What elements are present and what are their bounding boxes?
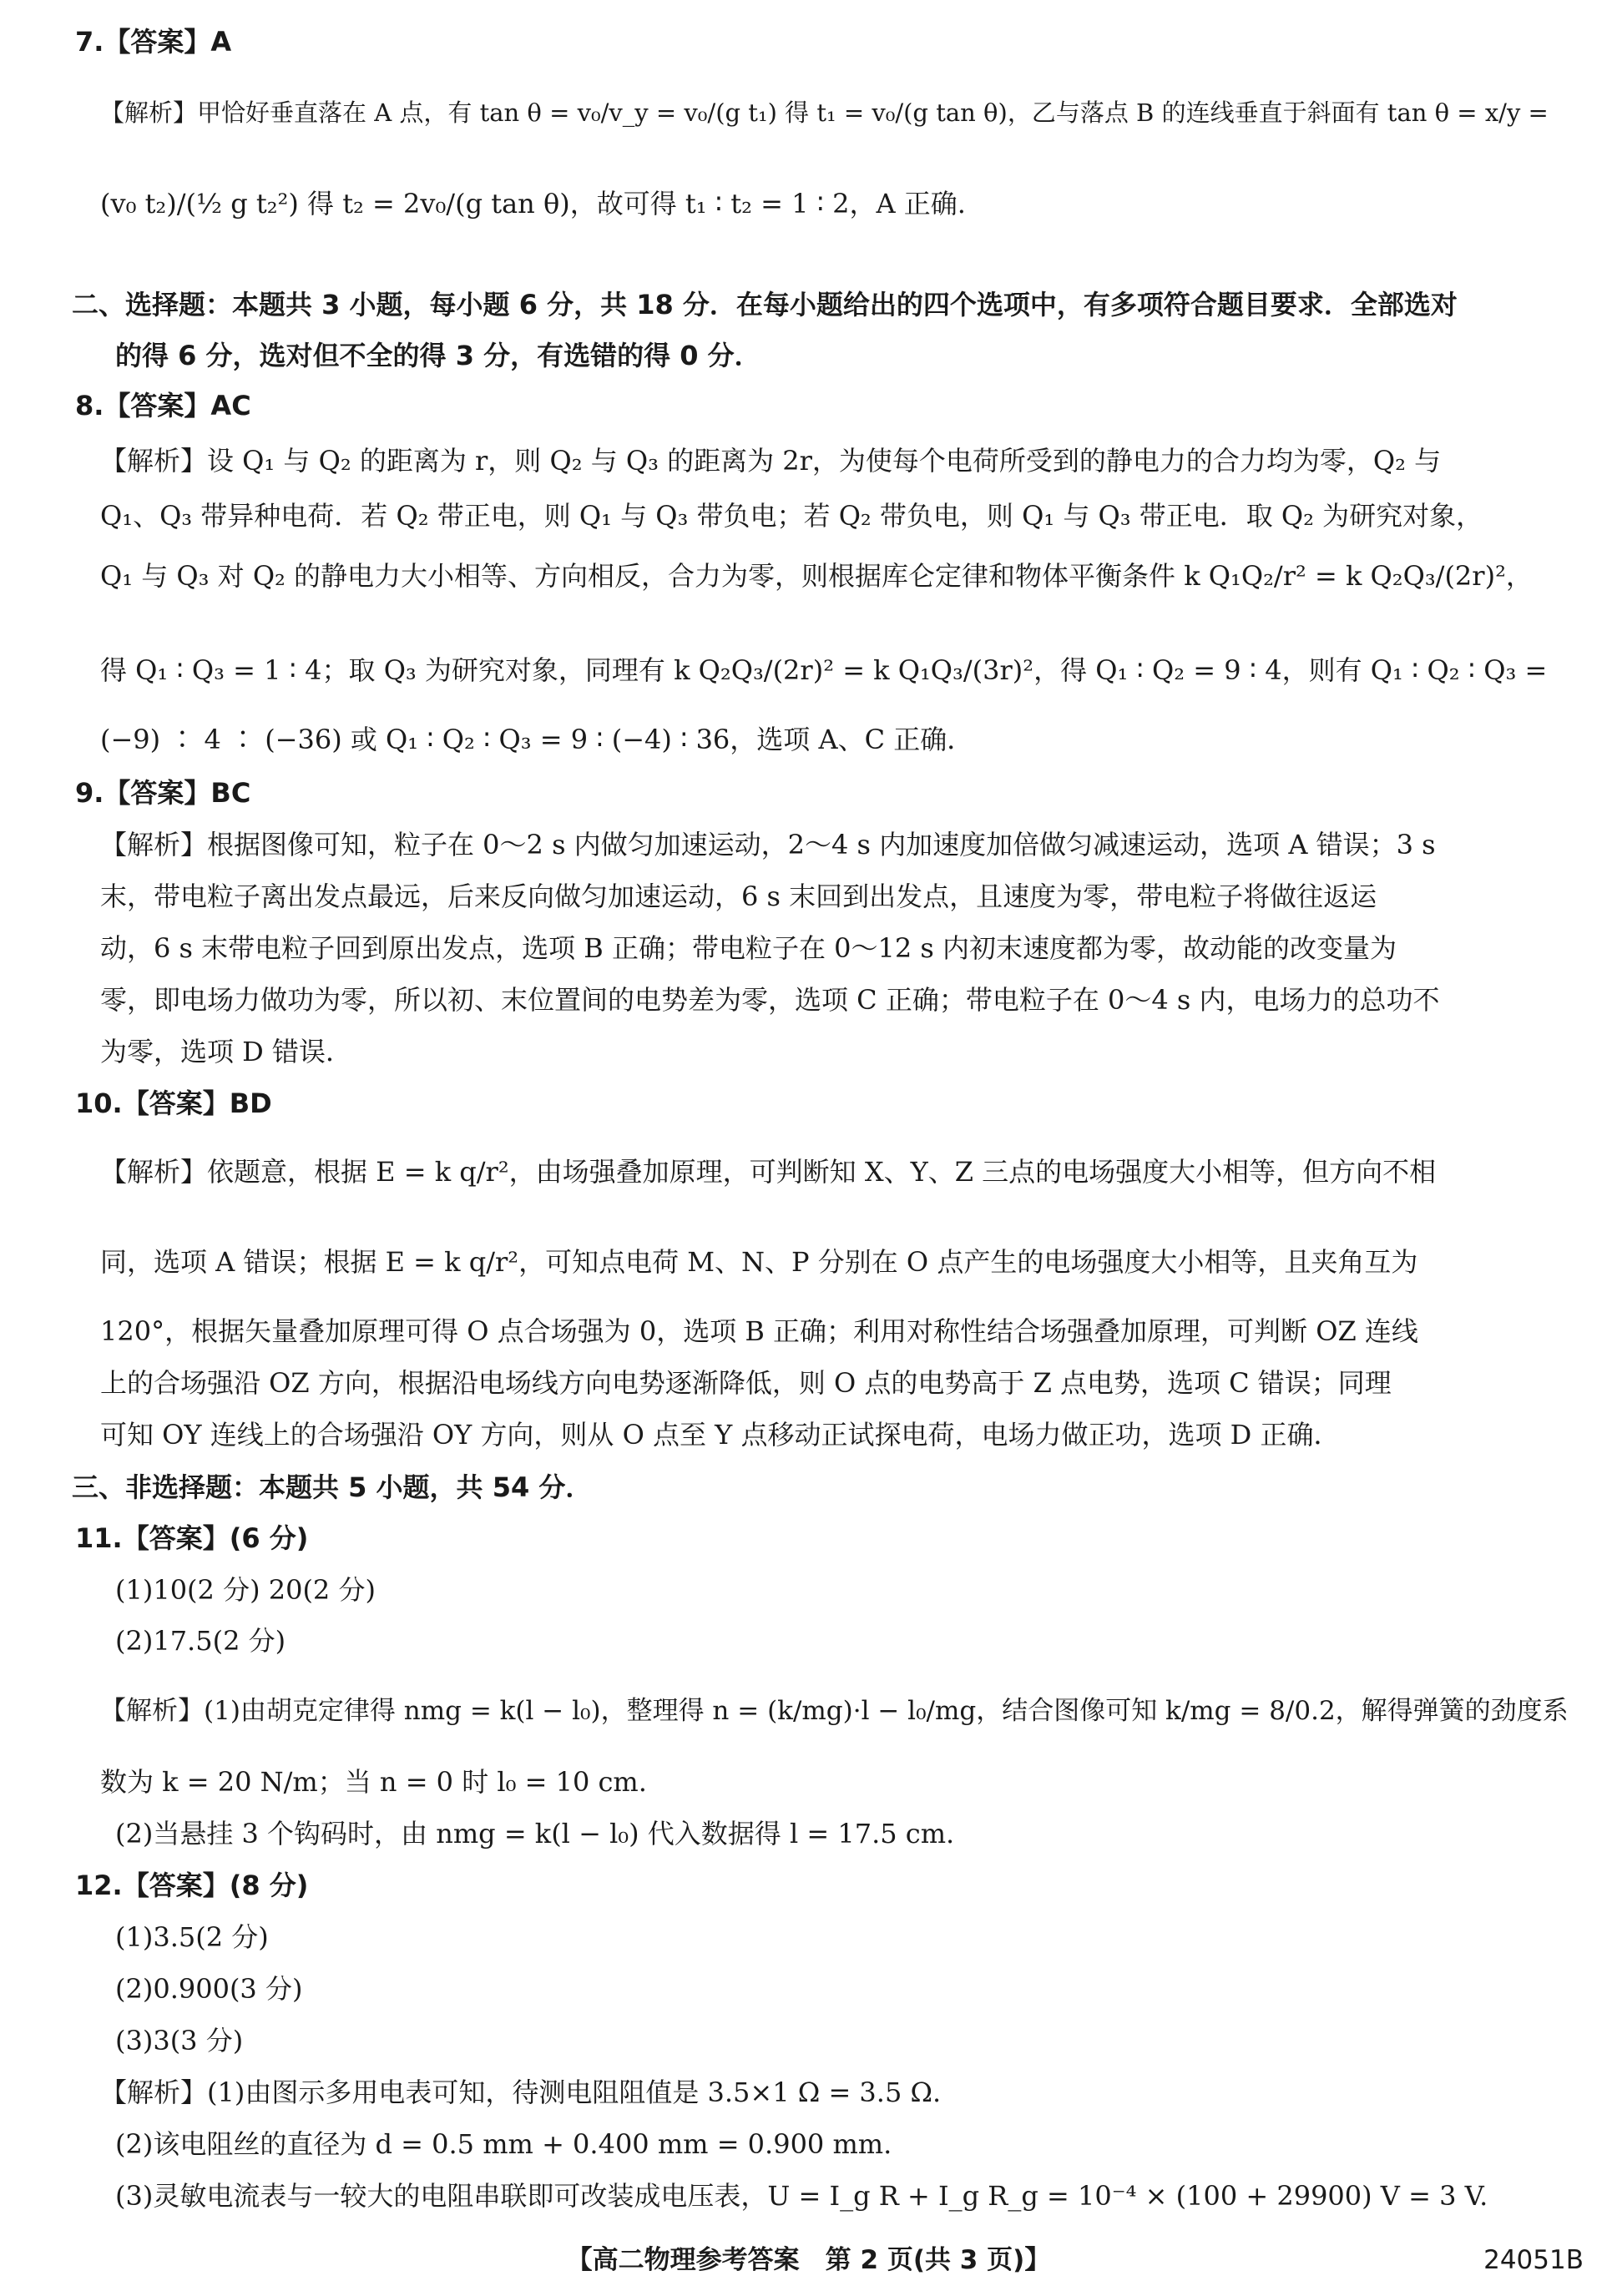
q10-exp-4: 上的合场强沿 OZ 方向，根据沿电场线方向电势逐渐降低，则 O 点的电势高于 Z 点电势，选项 C 错误；同理 (100, 1367, 1392, 1399)
page-footer (0, 2242, 1617, 2278)
q12-ans-1: (1)3.5(2 分) (115, 1921, 269, 1953)
q9-answer: 9.【答案】BC (75, 777, 251, 809)
sec2-head-1: 二、选择题：本题共 3 小题，每小题 6 分，共 18 分．在每小题给出的四个选项中，有多项符合题目要求．全部选对 (72, 289, 1458, 320)
q8-exp-1: 【解析】设 Q₁ 与 Q₂ 的距离为 r，则 Q₂ 与 Q₃ 的距离为 2r，为使每个电荷所受到的静电力的合力均为零，Q₂ 与 (100, 445, 1442, 477)
q8-exp-2: Q₁、Q₃ 带异种电荷．若 Q₂ 带正电，则 Q₁ 与 Q₃ 带负电；若 Q₂ 带负电，则 Q₁ 与 Q₃ 带正电．取 Q₂ 为研究对象， (100, 500, 1483, 532)
q11-exp-2: 数为 k = 20 N/m；当 n = 0 时 l₀ = 10 cm. (100, 1766, 647, 1798)
q10-answer: 10.【答案】BD (75, 1087, 272, 1119)
q8-exp-4: 得 Q₁ ∶ Q₃ = 1 ∶ 4；取 Q₃ 为研究对象，同理有 k Q₂Q₃/(2r)² = k Q₁Q₃/(3r)²，得 Q₁ ∶ Q₂ = 9 ∶ 4，则有 Q₁ ∶ Q₂ ∶ Q₃ = (100, 654, 1548, 686)
q9-exp-1: 【解析】根据图像可知，粒子在 0～2 s 内做匀加速运动，2～4 s 内加速度加倍做匀减速运动，选项 A 错误；3 s (100, 829, 1436, 860)
q12-exp-1: 【解析】(1)由图示多用电表可知，待测电阻阻值是 3.5×1 Ω = 3.5 Ω. (100, 2076, 942, 2108)
q8-exp-5: (−9) ∶ 4 ∶ (−36) 或 Q₁ ∶ Q₂ ∶ Q₃ = 9 ∶ (−4) ∶ 36，选项 A、C 正确． (100, 724, 974, 755)
q8-exp-3: Q₁ 与 Q₃ 对 Q₂ 的静电力大小相等、方向相反，合力为零，则根据库仑定律和物体平衡条件 k Q₁Q₂/r² = k Q₂Q₃/(2r)²， (100, 560, 1533, 592)
sec2-head-2: 的得 6 分，选对但不全的得 3 分，有选错的得 0 分． (115, 340, 761, 371)
q11-ans-1: (1)10(2 分) 20(2 分) (115, 1574, 376, 1606)
q7-exp-2: (v₀ t₂)/(½ g t₂²) 得 t₂ = 2v₀/(g tan θ)，故可得 t₁ ∶ t₂ = 1 ∶ 2，A 正确. (100, 188, 966, 220)
q11-answer: 11.【答案】(6 分) (75, 1522, 309, 1554)
q7-exp-1: 【解析】甲恰好垂直落在 A 点，有 tan θ = v₀/v_y = v₀/(g t₁) 得 t₁ = v₀/(g tan θ)，乙与落点 B 的连线垂直于斜面有 tan θ = x/y = (100, 98, 1549, 127)
footer-title: 【高二物理参考答案 第 2 页(共 3 页)】 (566, 2245, 1051, 2275)
q12-ans-2: (2)0.900(3 分) (115, 1973, 303, 2005)
q8-answer: 8.【答案】AC (75, 390, 251, 421)
document-code: 24051B (1483, 2245, 1584, 2275)
q10-exp-3: 120°，根据矢量叠加原理可得 O 点合场强为 0，选项 B 正确；利用对称性结合场强叠加原理，可判断 OZ 连线 (100, 1315, 1418, 1347)
q12-exp-3: (3)灵敏电流表与一较大的电阻串联即可改装成电压表，U = I_g R + I_g R_g = 10⁻⁴ × (100 + 29900) V = 3 V. (115, 2180, 1488, 2212)
sec3-head: 三、非选择题：本题共 5 小题，共 54 分． (72, 1471, 593, 1503)
q9-exp-3: 动，6 s 末带电粒子回到原出发点，选项 B 正确；带电粒子在 0～12 s 内初末速度都为零，故动能的改变量为 (100, 932, 1397, 964)
q10-exp-2: 同，选项 A 错误；根据 E = k q/r²，可知点电荷 M、N、P 分别在 O 点产生的电场强度大小相等，且夹角互为 (100, 1246, 1418, 1278)
q11-exp-3: (2)当悬挂 3 个钩码时，由 nmg = k(l − l₀) 代入数据得 l = 17.5 cm. (115, 1818, 955, 1849)
q7-answer: 7.【答案】A (75, 26, 232, 58)
q10-exp-1: 【解析】依题意，根据 E = k q/r²，由场强叠加原理，可判断知 X、Y、Z 三点的电场强度大小相等，但方向不相 (100, 1156, 1437, 1188)
q12-answer: 12.【答案】(8 分) (75, 1870, 309, 1901)
q12-exp-2: (2)该电阻丝的直径为 d = 0.5 mm + 0.400 mm = 0.900 mm. (115, 2128, 892, 2160)
q9-exp-5: 为零，选项 D 错误． (100, 1036, 353, 1067)
q12-ans-3: (3)3(3 分) (115, 2025, 244, 2056)
q11-ans-2: (2)17.5(2 分) (115, 1625, 286, 1657)
q9-exp-4: 零，即电场力做功为零，所以初、末位置间的电势差为零，选项 C 正确；带电粒子在 0～4 s 内，电场力的总功不 (100, 984, 1440, 1016)
q11-exp-1: 【解析】(1)由胡克定律得 nmg = k(l − l₀)，整理得 n = (k/mg)·l − l₀/mg，结合图像可知 k/mg = 8/0.2，解得弹簧的劲度系 (100, 1696, 1569, 1726)
q9-exp-2: 末，带电粒子离出发点最远，后来反向做匀加速运动，6 s 末回到出发点，且速度为零，带电粒子将做往返运 (100, 881, 1377, 912)
q10-exp-5: 可知 OY 连线上的合场强沿 OY 方向，则从 O 点至 Y 点移动正试探电荷，电场力做正功，选项 D 正确． (100, 1419, 1341, 1451)
